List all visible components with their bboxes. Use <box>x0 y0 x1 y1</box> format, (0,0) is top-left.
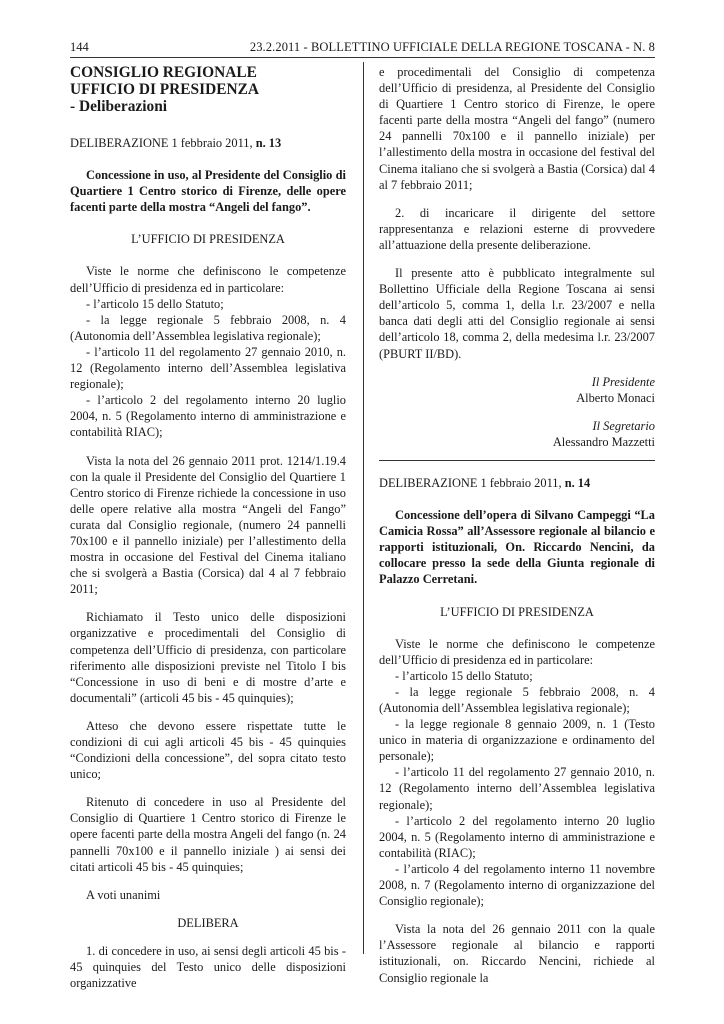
left-column <box>70 64 346 991</box>
office-heading-2: L’UFFICIO DI PRESIDENZA <box>440 604 594 619</box>
vista-paragraph: Vista la nota del 26 gennaio 2011 prot. 1214/1.19.4 con la quale il Presidente del Consiglio del Quartiere 1 Centro storico di Firenze richiede la concessione in uso delle opere relative alla mostra “Angeli del Fango” curata dal Consiglio regionale, (numero 24 pannelli 70x100 e il pannello iniziale) per l’allestimento della mostra in occasione del Festival del Cinema italiano che si svolgerà a Bastia (Corsica) dal 4 al 7 febbraio 2011; <box>70 453 346 597</box>
viste-item-2: - la legge regionale 5 febbraio 2008, n. 4 (Autonomia dell’Assemblea legislativa regionale); <box>379 684 655 715</box>
point-2: 2. di incaricare il dirigente del settore rappresentanza e relazioni esterne di provvedere all’attuazione della presente deliberazione. <box>379 205 655 252</box>
delibera-heading: DELIBERA <box>177 915 239 930</box>
viste-item-2: - l’articolo 2 del regolamento interno 20 luglio 2004, n. 5 (Regolamento interno di amministrazione e contabilità (RIAC); <box>379 813 655 860</box>
publication-note: Il presente atto è pubblicato integralmente sul Bollettino Ufficiale della Regione Toscana ai sensi dell’articolo 5, comma 1, della l.r. 23/2007 e nella banca dati degli atti del Consiglio regionale ai sensi dell’articolo 18, comma 2, della medesima l.r. 23/2007 (PBURT II/BD). <box>379 266 655 361</box>
viste-item-2: - la legge regionale 8 gennaio 2009, n. 1 (Testo unico in materia di organizzazione e ordinamento del personale); <box>379 717 655 764</box>
viste-intro: Viste le norme che definiscono le competenze dell’Ufficio di presidenza ed in particolare: <box>70 264 346 295</box>
deliberation-heading-2 <box>379 475 655 491</box>
vote-line: A voti unanimi <box>86 887 161 902</box>
viste-item: - la legge regionale 5 febbraio 2008, n. 4 (Autonomia dell’Assemblea legislativa regionale); <box>70 312 346 343</box>
column-divider <box>363 62 364 954</box>
point-1-start: 1. di concedere in uso, ai sensi degli articoli 45 bis - 45 quinquies del Testo unico delle disposizioni organizzative <box>70 943 346 991</box>
deliberation-date: DELIBERAZIONE 1 febbraio 2011, <box>70 136 256 150</box>
viste-item-2: - l’articolo 11 del regolamento 27 gennaio 2010, n. 12 (Regolamento interno dell’Assemblea legislativa regionale); <box>379 765 655 812</box>
office-heading: L’UFFICIO DI PRESIDENZA <box>131 232 285 247</box>
atteso-paragraph: Atteso che devono essere rispettate tutte le condizioni di cui agli articoli 45 bis - 45 quinquies “Condizioni della concessione”, del sopra citato testo unico; <box>70 718 346 782</box>
deliberation-number-2: n. 14 <box>564 475 591 490</box>
section-title-line-3: - Deliberazioni <box>70 98 168 115</box>
viste-item-2: - l’articolo 4 del regolamento interno 11 novembre 2008, n. 7 (Regolamento interno di organizzazione del Consiglio regionale); <box>379 861 655 909</box>
segretario-name: Alessandro Mazzetti <box>552 434 655 449</box>
ritenuto-paragraph: Ritenuto di concedere in uso al Presidente del Consiglio di Quartiere 1 Centro storico di Firenze le opere facenti parte della mostra Angeli del fango (n. 24 pannelli 70x100 e il pannello iniziale ) ai sensi dei citati articoli 45 bis - 45 quinquies; <box>70 795 346 874</box>
viste-item: - l’articolo 11 del regolamento 27 gennaio 2010, n. 12 (Regolamento interno dell’Assemblea legislativa regionale); <box>70 344 346 392</box>
right-column <box>379 64 655 986</box>
presidente-name: Alberto Monaci <box>576 390 655 405</box>
running-title: 23.2.2011 - BOLLETTINO UFFICIALE DELLA REGIONE TOSCANA - N. 8 <box>249 40 655 54</box>
section-title-line-2: UFFICIO DI PRESIDENZA <box>70 81 259 98</box>
viste-item: - l’articolo 2 del regolamento interno 20 luglio 2004, n. 5 (Regolamento interno di amministrazione e contabilità RIAC); <box>70 393 346 440</box>
presidente-title: Il Presidente <box>591 374 655 389</box>
deliberation-subject: Concessione in uso, al Presidente del Consiglio di Quartiere 1 Centro storico di Firenze, delle opere facenti parte della mostra “Angeli del fango”. <box>70 168 346 215</box>
vista-paragraph-2: Vista la nota del 26 gennaio 2011 con la quale l’Assessore regionale al bilancio e rapporti istituzionali, on. Riccardo Nencini, richiede al Consiglio regionale la <box>379 922 655 985</box>
section-title-line-1: CONSIGLIO REGIONALE <box>70 64 257 81</box>
deliberation-heading <box>70 135 346 151</box>
viste-item-2: - l’articolo 15 dello Statuto; <box>395 668 533 683</box>
page-number: 144 <box>70 40 89 54</box>
viste-item: - l’articolo 15 dello Statuto; <box>86 296 224 311</box>
page-header <box>70 40 655 60</box>
deliberation-subject-2: Concessione dell’opera di Silvano Campeggi “La Camicia Rossa” all’Assessore regionale al bilancio e rapporti istituzionali, On. Riccardo Nencini, da collocare presso la sede della Giunta regionale di Palazzo Cerretani. <box>379 508 655 587</box>
viste-intro-2: Viste le norme che definiscono le competenze dell’Ufficio di presidenza ed in particolare: <box>379 636 655 667</box>
header-rule <box>70 57 655 58</box>
deliberation-date-2: DELIBERAZIONE 1 febbraio 2011, <box>379 475 565 490</box>
point-1-continued: e procedimentali del Consiglio di competenza dell’Ufficio di presidenza, al Presidente del Consiglio di Quartiere 1 Centro storico di Firenze, le opere facenti parte della mostra “Angeli del fango” (numero 24 pannelli 70x100 e il pannello iniziale) per l’allestimento della mostra in occasione del festival del Cinema italiano che si svolgerà a Bastia (Corsica) dal 4 al 7 febbraio 2011; <box>379 65 655 192</box>
richiamato-paragraph: Richiamato il Testo unico delle disposizioni organizzative e procedimentali del Consiglio di competenza dell’Ufficio di presidenza, con particolare riferimento alle disposizioni previste nel Titolo I bis “Concessione in uso di beni e di mostre d’arte e documentali” (articoli 45 bis - 45 quinquies); <box>70 610 346 705</box>
segretario-title: Il Segretario <box>592 418 655 433</box>
deliberation-number: n. 13 <box>255 136 282 150</box>
